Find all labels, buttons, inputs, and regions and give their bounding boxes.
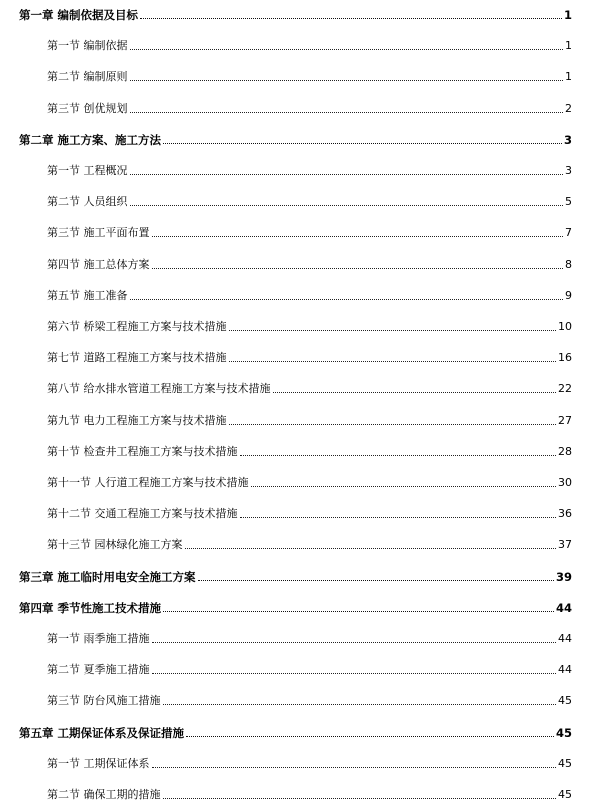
dot-leader xyxy=(229,361,557,362)
toc-page-number: 45 xyxy=(558,788,572,801)
toc-entry-label: 第十二节 交通工程施工方案与技术措施 xyxy=(47,507,238,521)
toc-chapter-entry[interactable] xyxy=(19,724,572,740)
toc-entry-label: 第一章 编制依据及目标 xyxy=(19,8,139,22)
dot-leader xyxy=(152,767,557,768)
toc-entry-label: 第二节 夏季施工措施 xyxy=(47,663,150,677)
dot-leader xyxy=(130,174,564,175)
toc-page-number: 44 xyxy=(558,663,572,677)
dot-leader xyxy=(240,517,557,518)
dot-leader xyxy=(251,486,557,487)
toc-section-entry[interactable] xyxy=(47,661,572,677)
toc-section-entry[interactable] xyxy=(47,256,572,272)
toc-entry-label: 第三节 防台风施工措施 xyxy=(47,694,161,708)
toc-entry-label: 第五章 工期保证体系及保证措施 xyxy=(19,725,185,740)
toc-page-number: 3 xyxy=(563,132,572,147)
toc-entry-label: 第十节 检查井工程施工方案与技术措施 xyxy=(47,444,238,458)
toc-page-number: 1 xyxy=(565,70,572,84)
dot-leader xyxy=(130,80,564,81)
dot-leader xyxy=(240,455,557,456)
toc-section-entry[interactable] xyxy=(47,349,572,365)
toc-section-entry[interactable] xyxy=(47,318,572,334)
toc-section-entry[interactable] xyxy=(47,443,572,459)
dot-leader xyxy=(163,143,562,144)
toc-entry-label: 第九节 电力工程施工方案与技术措施 xyxy=(47,413,227,427)
toc-entry-label: 第三章 施工临时用电安全施工方案 xyxy=(19,569,196,584)
toc-entry-label: 第二节 编制原则 xyxy=(47,70,128,84)
toc-entry-label: 第六节 桥梁工程施工方案与技术措施 xyxy=(47,320,227,333)
toc-entry-label: 第八节 给水排水管道工程施工方案与技术措施 xyxy=(47,382,271,396)
dot-leader xyxy=(130,205,564,206)
dot-leader xyxy=(152,673,557,674)
toc-page-number: 1 xyxy=(565,39,572,53)
toc-page-number: 45 xyxy=(558,756,572,770)
toc-entry-label: 第三节 创优规划 xyxy=(47,101,128,115)
dot-leader xyxy=(140,18,562,19)
toc-chapter-entry[interactable] xyxy=(19,6,572,22)
dot-leader xyxy=(229,330,557,331)
toc-section-entry[interactable] xyxy=(47,630,572,646)
toc-entry-label: 第二节 人员组织 xyxy=(47,195,128,209)
toc-page-number: 27 xyxy=(558,413,572,427)
toc-section-entry[interactable] xyxy=(47,412,572,428)
toc-page-number: 28 xyxy=(558,444,572,458)
toc-section-entry[interactable] xyxy=(47,224,572,240)
toc-page-number: 45 xyxy=(555,725,572,740)
toc-page-number: 44 xyxy=(558,632,572,645)
toc-chapter-entry[interactable] xyxy=(19,131,572,147)
dot-leader xyxy=(229,424,557,425)
toc-section-entry[interactable] xyxy=(47,37,572,53)
toc-page-number: 10 xyxy=(558,320,572,333)
toc-entry-label: 第一节 工程概况 xyxy=(47,164,128,177)
dot-leader xyxy=(163,611,554,612)
toc-page-number: 8 xyxy=(565,257,572,271)
toc-section-entry[interactable] xyxy=(47,68,572,84)
toc-entry-label: 第一节 雨季施工措施 xyxy=(47,632,150,645)
toc-section-entry[interactable] xyxy=(47,755,572,771)
toc-entry-label: 第四章 季节性施工技术措施 xyxy=(19,600,162,615)
toc-page-number: 45 xyxy=(558,694,572,708)
toc-entry-label: 第五节 施工准备 xyxy=(47,288,128,302)
dot-leader xyxy=(273,392,557,393)
toc-entry-label: 第十一节 人行道工程施工方案与技术措施 xyxy=(47,476,249,489)
toc-entry-label: 第七节 道路工程施工方案与技术措施 xyxy=(47,351,227,365)
toc-section-entry[interactable] xyxy=(47,692,572,708)
toc-chapter-entry[interactable] xyxy=(19,568,572,584)
dot-leader xyxy=(152,236,564,237)
dot-leader xyxy=(198,580,554,581)
toc-page-number: 5 xyxy=(565,195,572,209)
toc-page-number: 2 xyxy=(565,101,572,115)
toc-page-number: 1 xyxy=(563,8,572,22)
dot-leader xyxy=(130,112,564,113)
dot-leader xyxy=(163,704,557,705)
toc-section-entry[interactable] xyxy=(47,505,572,521)
toc-section-entry[interactable] xyxy=(47,100,572,116)
toc-page-number: 44 xyxy=(555,600,572,615)
toc-page-number: 36 xyxy=(558,507,572,521)
toc-page-number: 16 xyxy=(558,351,572,365)
toc-section-entry[interactable] xyxy=(47,786,572,802)
toc-entry-label: 第四节 施工总体方案 xyxy=(47,257,150,271)
toc-page-number: 3 xyxy=(565,164,572,177)
toc-page-number: 22 xyxy=(558,382,572,396)
dot-leader xyxy=(152,642,557,643)
toc-page-number: 37 xyxy=(558,538,572,552)
dot-leader xyxy=(152,268,564,269)
toc-page-number: 39 xyxy=(555,569,572,584)
toc-entry-label: 第二章 施工方案、施工方法 xyxy=(19,132,162,147)
dot-leader xyxy=(185,548,557,549)
toc-entry-label: 第三节 施工平面布置 xyxy=(47,226,150,240)
toc-entry-label: 第一节 编制依据 xyxy=(47,39,128,53)
toc-section-entry[interactable] xyxy=(47,193,572,209)
dot-leader xyxy=(130,299,564,300)
toc-section-entry[interactable] xyxy=(47,380,572,396)
toc-chapter-entry[interactable] xyxy=(19,599,572,615)
dot-leader xyxy=(130,49,564,50)
toc-page-number: 7 xyxy=(565,226,572,240)
toc-entry-label: 第十三节 园林绿化施工方案 xyxy=(47,538,183,552)
dot-leader xyxy=(163,798,557,799)
toc-section-entry[interactable] xyxy=(47,536,572,552)
toc-page-number: 30 xyxy=(558,476,572,489)
toc-section-entry[interactable] xyxy=(47,474,572,490)
toc-entry-label: 第一节 工期保证体系 xyxy=(47,756,150,770)
toc-page-number: 9 xyxy=(565,288,572,302)
toc-entry-label: 第二节 确保工期的措施 xyxy=(47,788,161,801)
toc-section-entry[interactable] xyxy=(47,162,572,178)
toc-section-entry[interactable] xyxy=(47,287,572,303)
dot-leader xyxy=(186,736,554,737)
